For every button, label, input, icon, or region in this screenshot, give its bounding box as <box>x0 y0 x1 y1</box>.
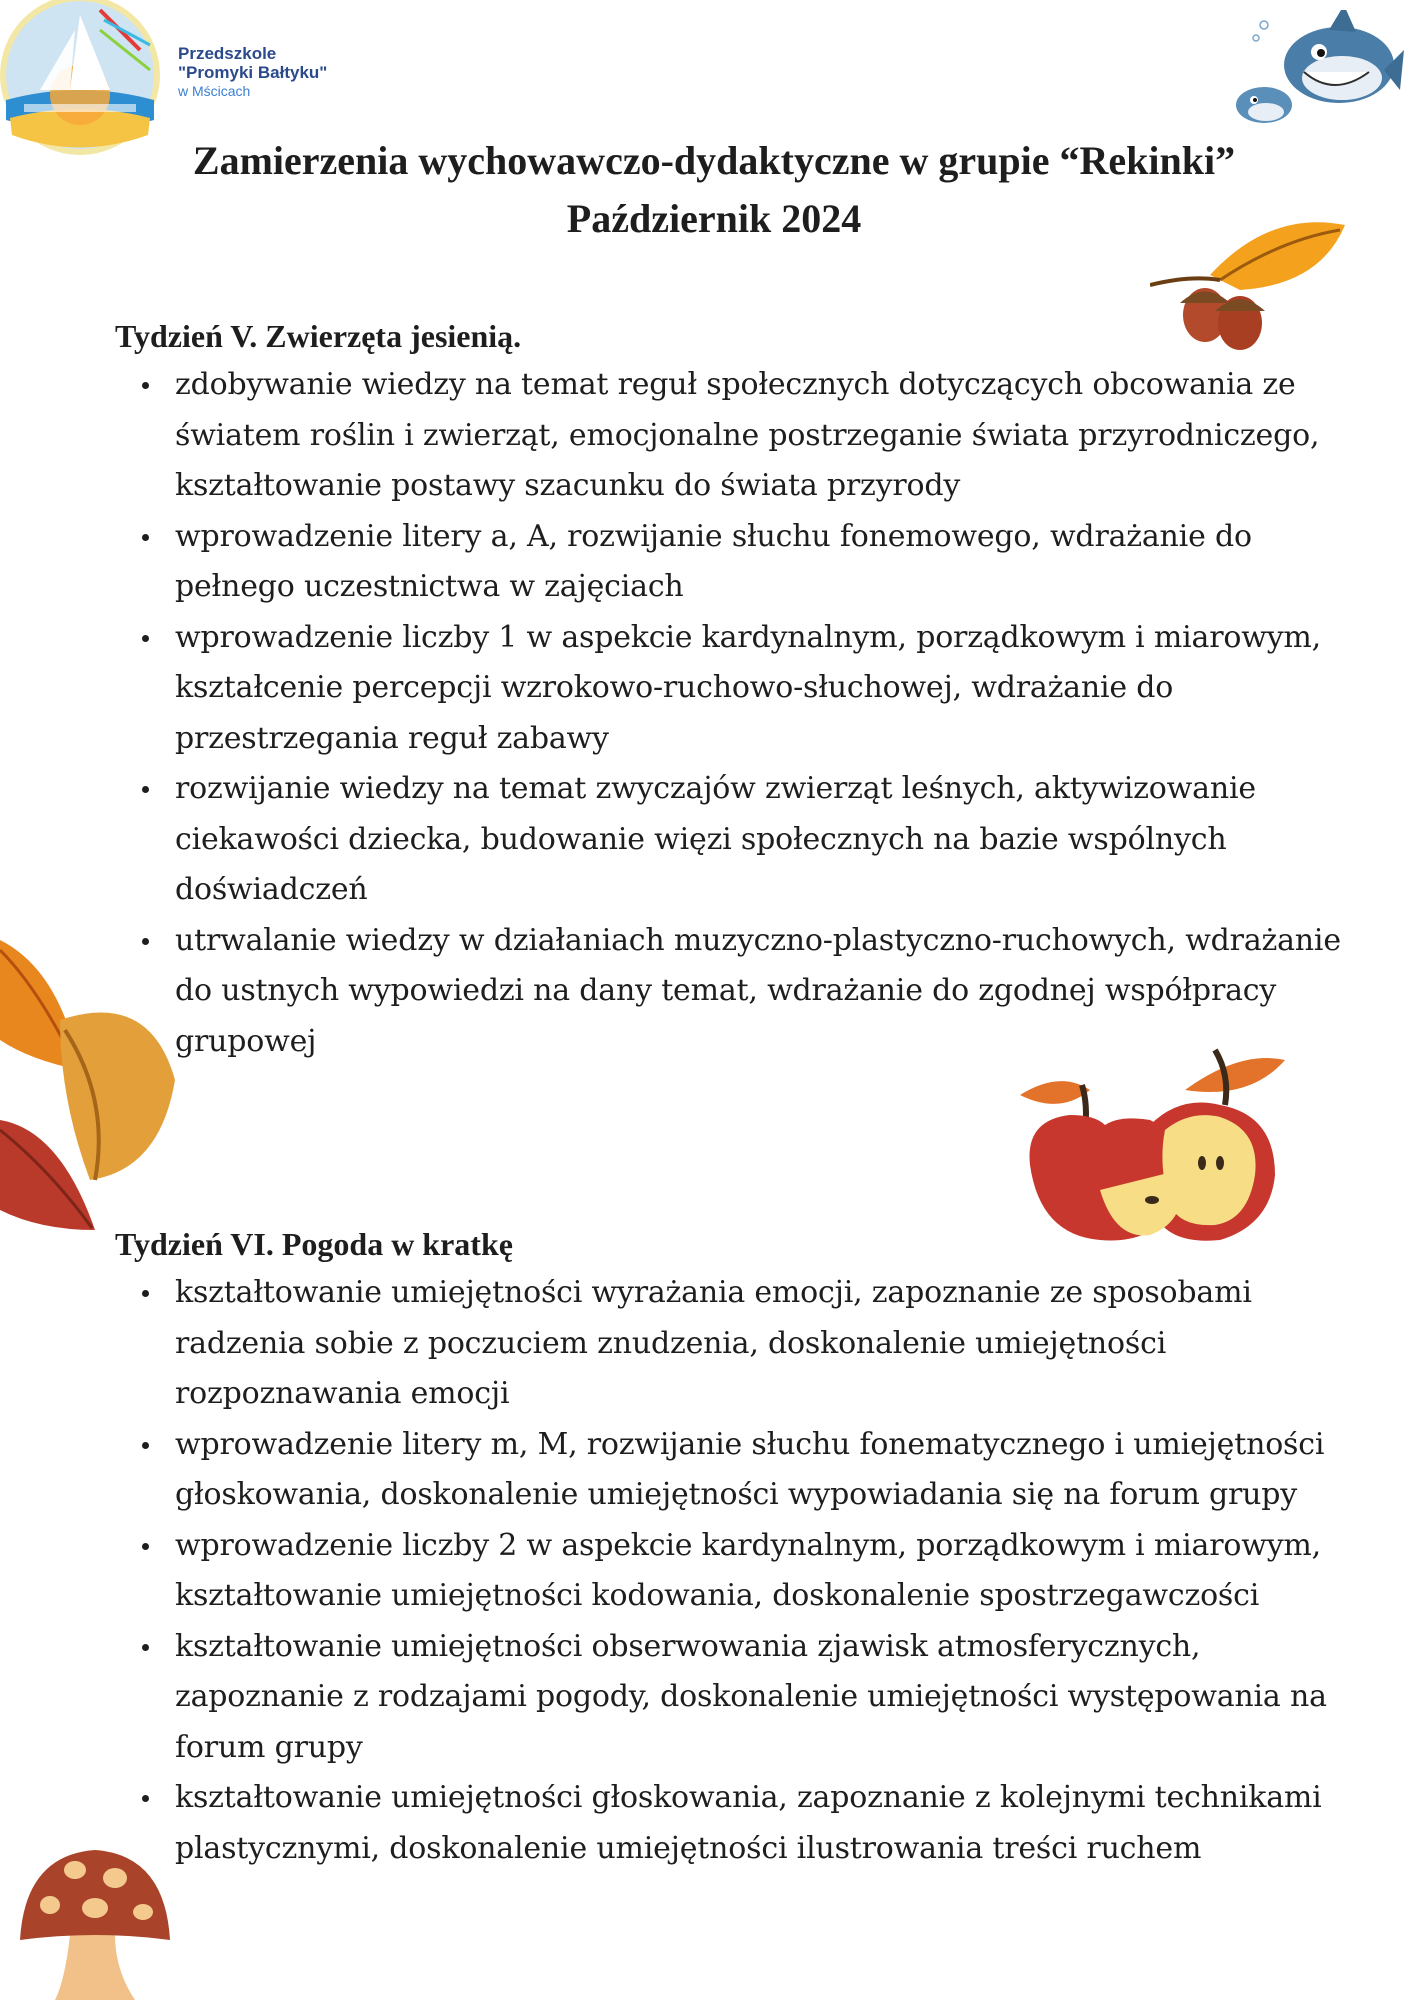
section-heading: Tydzień VI. Pogoda w kratkę <box>115 1226 513 1262</box>
section-heading: Tydzień V. Zwierzęta jesienią. <box>115 318 522 354</box>
school-name-line3: w Mścicach <box>178 83 251 99</box>
list-item-text: wprowadzenie liczby 1 w aspekcie kardynalnym, porządkowym i miarowym, kształcenie percepcji wzrokowo-ruchowo-słuchowej, wdrażanie do przestrzegania reguł zabawy <box>175 619 1322 756</box>
list-item-text: kształtowanie umiejętności wyrażania emocji, zapoznanie ze sposobami radzenia sobie z poczuciem znudzenia, doskonalenie umiejętności rozpoznawania emocji <box>175 1275 1252 1411</box>
list-item-text: wprowadzenie liczby 2 w aspekcie kardynalnym, porządkowym i miarowym, kształtowanie umiejętności kodowania, doskonalenie spostrzegawczości <box>175 1527 1322 1613</box>
shark-cartoon-icon <box>1234 10 1404 135</box>
title-line1: Zamierzenia wychowawczo-dydaktyczne w grupie “Rekinki” <box>192 138 1236 183</box>
school-name-line2: "Promyki Bałtyku" <box>178 63 328 82</box>
autumn-leaves-icon <box>0 930 190 1260</box>
bullet-icon <box>142 1442 149 1449</box>
list-item <box>115 1521 1365 1622</box>
list-item <box>115 1420 1365 1521</box>
objectives-list <box>115 1268 1365 1874</box>
apple-cartoon-icon <box>1020 1045 1295 1245</box>
bullet-icon <box>142 635 149 642</box>
list-item <box>115 613 1365 765</box>
school-name-line1: Przedszkole <box>178 44 277 63</box>
list-item <box>115 1268 1365 1420</box>
list-item <box>115 1773 1365 1874</box>
list-item-text: kształtowanie umiejętności głoskowania, zapoznanie z kolejnymi technikami plastycznymi, doskonalenie umiejętności ilustrowania treści ruchem <box>175 1780 1322 1866</box>
list-item-text: kształtowanie umiejętności obserwowania zjawisk atmosferycznych, zapoznanie z rodzajami pogody, doskonalenie umiejętności występowania na forum grupy <box>175 1628 1327 1765</box>
week-section-6 <box>115 1222 1365 1874</box>
bullet-icon <box>142 382 149 389</box>
bullet-icon <box>142 534 149 541</box>
list-item <box>115 360 1365 512</box>
list-item-text: utrwalanie wiedzy w działaniach muzyczno-plastyczno-ruchowych, wdrażanie do ustnych wypowiedzi na dany temat, wdrażanie do zgodnej współpracy grupowej <box>175 922 1341 1059</box>
bullet-icon <box>142 1290 149 1297</box>
objectives-list <box>115 360 1365 1067</box>
title-line2: Październik 2024 <box>566 196 862 241</box>
list-item <box>115 512 1365 613</box>
list-item-text: wprowadzenie litery a, A, rozwijanie słuchu fonemowego, wdrażanie do pełnego uczestnictwa w zajęciach <box>175 518 1252 604</box>
list-item-text: wprowadzenie litery m, M, rozwijanie słuchu fonematycznego i umiejętności głoskowania, doskonalenie umiejętności wypowiadania się na forum grupy <box>175 1426 1325 1512</box>
bullet-icon <box>142 1795 149 1802</box>
mushroom-icon <box>15 1840 175 2000</box>
list-item <box>115 1622 1365 1774</box>
bullet-icon <box>142 1644 149 1651</box>
list-item-text: rozwijanie wiedzy na temat zwyczajów zwierząt leśnych, aktywizowanie ciekawości dziecka, budowanie więzi społecznych na bazie wspólnych doświadczeń <box>175 771 1256 907</box>
bullet-icon <box>142 786 149 793</box>
week-section-5 <box>115 314 1365 1067</box>
list-item-text: zdobywanie wiedzy na temat reguł społecznych dotyczących obcowania ze światem roślin i zwierząt, emocjonalne postrzeganie świata przyrodniczego, kształtowanie postawy szacunku do świata przyrody <box>175 367 1320 503</box>
bullet-icon <box>142 1543 149 1550</box>
school-name <box>178 44 327 101</box>
list-item <box>115 764 1365 916</box>
